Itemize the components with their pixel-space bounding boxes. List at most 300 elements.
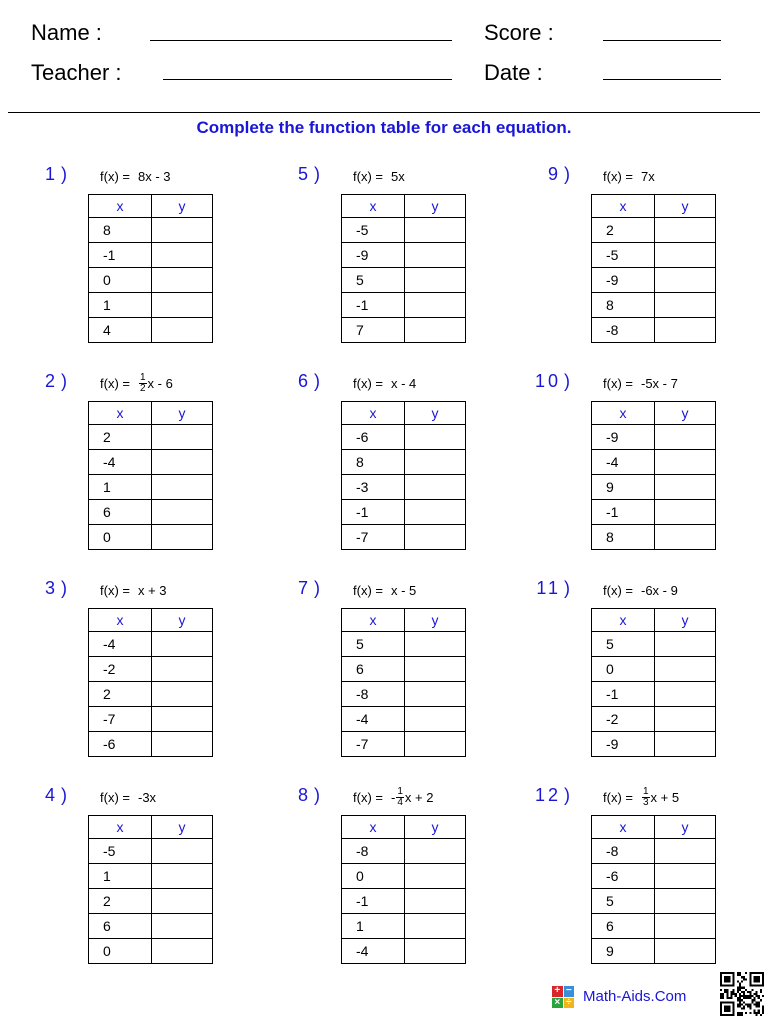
y-column-header: y: [405, 195, 466, 218]
header-divider: [8, 112, 760, 113]
problem-7: [283, 578, 483, 768]
function-label: f(x) =: [603, 582, 633, 598]
x-value: -1: [89, 243, 152, 268]
function-label: f(x) =: [100, 168, 130, 184]
x-value: 4: [89, 318, 152, 343]
problem-number: 12: [534, 785, 561, 805]
problem-number: 9: [547, 164, 561, 184]
y-column-header: y: [152, 402, 213, 425]
table-row: [592, 889, 716, 914]
x-value: -8: [342, 839, 405, 864]
table-row: [342, 707, 466, 732]
table-row: [342, 632, 466, 657]
equation-expression: 7x: [640, 168, 655, 184]
y-answer-cell[interactable]: [405, 864, 466, 889]
fraction-sign: -: [390, 789, 396, 805]
y-answer-cell[interactable]: [405, 525, 466, 550]
y-answer-cell[interactable]: [655, 889, 716, 914]
y-column-header: y: [405, 816, 466, 839]
x-value: 2: [592, 218, 655, 243]
x-value: 8: [592, 293, 655, 318]
y-answer-cell[interactable]: [655, 939, 716, 964]
y-column-header: y: [152, 195, 213, 218]
table-row: [89, 889, 213, 914]
function-equation: [603, 580, 678, 600]
x-value: 2: [89, 682, 152, 707]
y-answer-cell[interactable]: [405, 939, 466, 964]
y-answer-cell[interactable]: [152, 243, 213, 268]
table-row: [342, 682, 466, 707]
y-answer-cell[interactable]: [152, 632, 213, 657]
problem-number: 7: [297, 578, 311, 598]
x-value: 2: [89, 889, 152, 914]
function-equation: [353, 373, 416, 393]
table-header-row: [89, 816, 213, 839]
table-row: [89, 707, 213, 732]
x-value: 1: [89, 864, 152, 889]
function-equation: [100, 166, 171, 186]
problem-number: 8: [297, 785, 311, 805]
table-row: [342, 268, 466, 293]
x-value: -5: [89, 839, 152, 864]
y-answer-cell[interactable]: [655, 732, 716, 757]
equation-expression: -6x - 9: [640, 582, 678, 598]
x-value: -8: [592, 839, 655, 864]
function-rhs: [138, 169, 171, 184]
table-row: [342, 450, 466, 475]
problem-number: 5: [297, 164, 311, 184]
problem-12: [533, 785, 733, 975]
table-row: [592, 864, 716, 889]
x-value: 1: [342, 914, 405, 939]
y-answer-cell[interactable]: [152, 682, 213, 707]
y-answer-cell[interactable]: [152, 939, 213, 964]
y-column-header: y: [405, 609, 466, 632]
function-label: f(x) =: [353, 375, 383, 391]
y-answer-cell[interactable]: [405, 243, 466, 268]
table-row: [592, 293, 716, 318]
y-answer-cell[interactable]: [655, 657, 716, 682]
problem-number-paren: ): [61, 164, 67, 184]
x-value: 5: [342, 268, 405, 293]
problem-number: 2: [44, 371, 58, 391]
y-answer-cell[interactable]: [152, 889, 213, 914]
fraction-denominator: 3: [642, 796, 649, 808]
x-value: -6: [342, 425, 405, 450]
problem-11: [533, 578, 733, 768]
problem-4: [30, 785, 230, 975]
y-answer-cell[interactable]: [152, 218, 213, 243]
x-column-header: x: [89, 816, 152, 839]
table-header-row: [89, 402, 213, 425]
y-answer-cell[interactable]: [152, 425, 213, 450]
table-header-row: [342, 609, 466, 632]
x-value: 9: [592, 939, 655, 964]
y-answer-cell[interactable]: [655, 450, 716, 475]
x-column-header: x: [592, 402, 655, 425]
table-row: [89, 500, 213, 525]
y-column-header: y: [405, 402, 466, 425]
x-value: -4: [89, 632, 152, 657]
y-answer-cell[interactable]: [152, 839, 213, 864]
y-answer-cell[interactable]: [655, 632, 716, 657]
date-field[interactable]: [603, 79, 721, 80]
function-label: f(x) =: [100, 582, 130, 598]
x-column-header: x: [342, 402, 405, 425]
table-row: [592, 914, 716, 939]
x-value: -4: [592, 450, 655, 475]
function-label: f(x) =: [353, 789, 383, 805]
y-answer-cell[interactable]: [405, 732, 466, 757]
problem-number-paren: ): [314, 578, 320, 598]
problem-number: 6: [297, 371, 311, 391]
problem-number-paren: ): [564, 578, 570, 598]
y-answer-cell[interactable]: [655, 525, 716, 550]
x-value: -9: [592, 268, 655, 293]
table-row: [342, 243, 466, 268]
table-header-row: [342, 816, 466, 839]
table-row: [89, 682, 213, 707]
x-value: 6: [592, 914, 655, 939]
y-answer-cell[interactable]: [405, 268, 466, 293]
problem-number: 4: [44, 785, 58, 805]
x-column-header: x: [89, 195, 152, 218]
y-answer-cell[interactable]: [405, 889, 466, 914]
x-value: -9: [342, 243, 405, 268]
y-answer-cell[interactable]: [655, 293, 716, 318]
problem-8: [283, 785, 483, 975]
y-answer-cell[interactable]: [405, 500, 466, 525]
function-rhs: [391, 376, 416, 391]
y-answer-cell[interactable]: [655, 425, 716, 450]
table-row: [89, 914, 213, 939]
table-header-row: [592, 609, 716, 632]
function-equation: [603, 373, 678, 393]
function-rhs: [138, 583, 167, 598]
y-answer-cell[interactable]: [655, 475, 716, 500]
y-answer-cell[interactable]: [655, 268, 716, 293]
x-value: 8: [592, 525, 655, 550]
function-equation: [100, 580, 167, 600]
table-header-row: [89, 195, 213, 218]
table-row: [342, 318, 466, 343]
x-value: -4: [342, 939, 405, 964]
y-answer-cell[interactable]: [152, 864, 213, 889]
y-column-header: y: [152, 609, 213, 632]
y-answer-cell[interactable]: [405, 839, 466, 864]
y-answer-cell[interactable]: [152, 657, 213, 682]
table-row: [592, 318, 716, 343]
table-row: [342, 293, 466, 318]
x-value: -1: [342, 889, 405, 914]
x-value: 8: [342, 450, 405, 475]
function-label: f(x) =: [603, 375, 633, 391]
y-column-header: y: [655, 609, 716, 632]
table-row: [342, 657, 466, 682]
table-row: [592, 218, 716, 243]
y-answer-cell[interactable]: [152, 318, 213, 343]
score-field[interactable]: [603, 40, 721, 41]
function-rhs: [391, 169, 405, 184]
score-label: Score :: [484, 20, 554, 45]
table-row: [592, 657, 716, 682]
function-table: [88, 608, 213, 757]
logo-symbol: +: [552, 986, 563, 997]
x-value: -9: [592, 732, 655, 757]
problem-9: [533, 164, 733, 354]
y-answer-cell[interactable]: [655, 243, 716, 268]
function-label: f(x) =: [100, 375, 130, 391]
table-row: [342, 475, 466, 500]
table-row: [592, 525, 716, 550]
x-value: 7: [342, 318, 405, 343]
table-row: [592, 425, 716, 450]
problem-number: 1: [44, 164, 58, 184]
function-rhs: [641, 787, 679, 808]
y-answer-cell[interactable]: [152, 525, 213, 550]
y-answer-cell[interactable]: [152, 732, 213, 757]
function-equation: [603, 787, 679, 807]
function-label: f(x) =: [100, 789, 130, 805]
table-row: [342, 218, 466, 243]
function-table: [88, 401, 213, 550]
table-row: [592, 707, 716, 732]
y-answer-cell[interactable]: [152, 707, 213, 732]
fraction-numerator: 1: [139, 371, 146, 383]
x-column-header: x: [89, 402, 152, 425]
name-label: Name :: [31, 20, 102, 45]
x-column-header: x: [342, 609, 405, 632]
function-equation: [603, 166, 655, 186]
instructions-text: Complete the function table for each equation.: [196, 118, 572, 137]
function-equation: [353, 787, 433, 807]
table-row: [89, 632, 213, 657]
table-header-row: [592, 816, 716, 839]
table-row: [342, 864, 466, 889]
x-column-header: x: [592, 816, 655, 839]
y-answer-cell[interactable]: [405, 318, 466, 343]
table-header-row: [89, 609, 213, 632]
x-value: 6: [89, 500, 152, 525]
x-value: -9: [592, 425, 655, 450]
fraction: [139, 373, 147, 394]
y-answer-cell[interactable]: [655, 914, 716, 939]
equation-expression: x - 5: [390, 582, 417, 598]
table-row: [89, 839, 213, 864]
x-value: -7: [342, 525, 405, 550]
function-equation: [353, 580, 416, 600]
table-row: [89, 268, 213, 293]
fraction-numerator: 1: [642, 785, 649, 797]
math-aids-logo-icon: [552, 986, 574, 1008]
y-answer-cell[interactable]: [655, 318, 716, 343]
table-row: [592, 450, 716, 475]
table-row: [89, 218, 213, 243]
problem-number-paren: ): [61, 371, 67, 391]
y-answer-cell[interactable]: [405, 218, 466, 243]
table-row: [89, 425, 213, 450]
x-value: -6: [592, 864, 655, 889]
x-value: -1: [592, 500, 655, 525]
y-answer-cell[interactable]: [405, 657, 466, 682]
y-answer-cell[interactable]: [655, 839, 716, 864]
problem-number-paren: ): [61, 785, 67, 805]
table-row: [342, 889, 466, 914]
table-row: [592, 243, 716, 268]
table-row: [89, 732, 213, 757]
name-field[interactable]: [150, 40, 452, 41]
function-table: [341, 815, 466, 964]
table-row: [89, 318, 213, 343]
table-row: [89, 450, 213, 475]
qr-code-icon: [720, 972, 764, 1016]
x-value: 5: [592, 632, 655, 657]
fraction-denominator: 2: [139, 382, 146, 394]
equation-expression: x - 4: [390, 375, 417, 391]
x-value: 0: [89, 525, 152, 550]
fraction-numerator: 1: [397, 785, 403, 797]
x-value: -1: [342, 293, 405, 318]
equation-expression: 8x - 3: [137, 168, 171, 184]
y-answer-cell[interactable]: [655, 218, 716, 243]
y-answer-cell[interactable]: [152, 914, 213, 939]
x-column-header: x: [592, 609, 655, 632]
problem-2: [30, 371, 230, 561]
x-column-header: x: [342, 816, 405, 839]
table-header-row: [342, 195, 466, 218]
x-value: 6: [89, 914, 152, 939]
table-row: [342, 500, 466, 525]
problem-number-paren: ): [61, 578, 67, 598]
y-answer-cell[interactable]: [405, 914, 466, 939]
y-answer-cell[interactable]: [152, 475, 213, 500]
x-value: 5: [342, 632, 405, 657]
y-column-header: y: [655, 402, 716, 425]
table-row: [89, 525, 213, 550]
x-value: 0: [592, 657, 655, 682]
y-answer-cell[interactable]: [655, 864, 716, 889]
problem-3: [30, 578, 230, 768]
function-label: f(x) =: [353, 168, 383, 184]
x-value: -7: [342, 732, 405, 757]
function-equation: [100, 787, 156, 807]
table-row: [592, 500, 716, 525]
x-value: -5: [342, 218, 405, 243]
x-value: 6: [342, 657, 405, 682]
y-answer-cell[interactable]: [405, 707, 466, 732]
function-rhs: [138, 373, 173, 394]
y-answer-cell[interactable]: [405, 632, 466, 657]
fraction-remainder: x + 5: [650, 789, 680, 805]
table-row: [342, 939, 466, 964]
x-value: -8: [592, 318, 655, 343]
y-column-header: y: [655, 816, 716, 839]
x-value: -3: [342, 475, 405, 500]
x-value: -7: [89, 707, 152, 732]
table-row: [89, 293, 213, 318]
y-answer-cell[interactable]: [405, 293, 466, 318]
table-row: [342, 732, 466, 757]
x-value: -1: [342, 500, 405, 525]
function-rhs: [641, 376, 678, 391]
function-label: f(x) =: [353, 582, 383, 598]
problem-number-paren: ): [314, 785, 320, 805]
x-value: 1: [89, 475, 152, 500]
table-row: [342, 525, 466, 550]
table-row: [342, 425, 466, 450]
y-answer-cell[interactable]: [655, 500, 716, 525]
teacher-field[interactable]: [163, 79, 452, 80]
table-row: [592, 939, 716, 964]
date-label: Date :: [484, 60, 543, 85]
problem-number: 3: [44, 578, 58, 598]
function-label: f(x) =: [603, 168, 633, 184]
x-value: 0: [89, 939, 152, 964]
function-label: f(x) =: [603, 789, 633, 805]
x-value: 2: [89, 425, 152, 450]
problem-number-paren: ): [314, 371, 320, 391]
problem-number-paren: ): [564, 371, 570, 391]
x-value: 0: [89, 268, 152, 293]
y-answer-cell[interactable]: [152, 268, 213, 293]
teacher-label: Teacher :: [31, 60, 122, 85]
table-row: [592, 732, 716, 757]
y-answer-cell[interactable]: [152, 500, 213, 525]
function-rhs: [138, 790, 156, 805]
function-table: [591, 815, 716, 964]
function-table: [341, 608, 466, 757]
fraction-denominator: 4: [397, 796, 403, 808]
table-row: [89, 939, 213, 964]
fraction: [396, 787, 404, 808]
y-answer-cell[interactable]: [405, 425, 466, 450]
logo-symbol: −: [564, 986, 575, 997]
problem-6: [283, 371, 483, 561]
y-answer-cell[interactable]: [152, 450, 213, 475]
fraction: [642, 787, 650, 808]
function-table: [341, 194, 466, 343]
table-row: [592, 839, 716, 864]
y-answer-cell[interactable]: [655, 707, 716, 732]
problem-number: 10: [534, 371, 561, 391]
equation-expression: -3x: [137, 789, 157, 805]
problem-number-paren: ): [564, 164, 570, 184]
logo-symbol: ×: [552, 998, 563, 1009]
y-column-header: y: [152, 816, 213, 839]
x-column-header: x: [89, 609, 152, 632]
table-row: [89, 657, 213, 682]
y-answer-cell[interactable]: [405, 450, 466, 475]
function-table: [591, 401, 716, 550]
equation-expression: -5x - 7: [640, 375, 678, 391]
fraction-remainder: x - 6: [147, 375, 173, 391]
x-value: 9: [592, 475, 655, 500]
y-answer-cell[interactable]: [655, 682, 716, 707]
problem-10: [533, 371, 733, 561]
problem-1: [30, 164, 230, 354]
y-answer-cell[interactable]: [405, 475, 466, 500]
y-answer-cell[interactable]: [405, 682, 466, 707]
x-value: 5: [592, 889, 655, 914]
problem-5: [283, 164, 483, 354]
problem-number-paren: ): [314, 164, 320, 184]
function-table: [88, 815, 213, 964]
x-value: -1: [592, 682, 655, 707]
y-answer-cell[interactable]: [152, 293, 213, 318]
table-row: [89, 243, 213, 268]
x-value: 8: [89, 218, 152, 243]
table-row: [342, 914, 466, 939]
